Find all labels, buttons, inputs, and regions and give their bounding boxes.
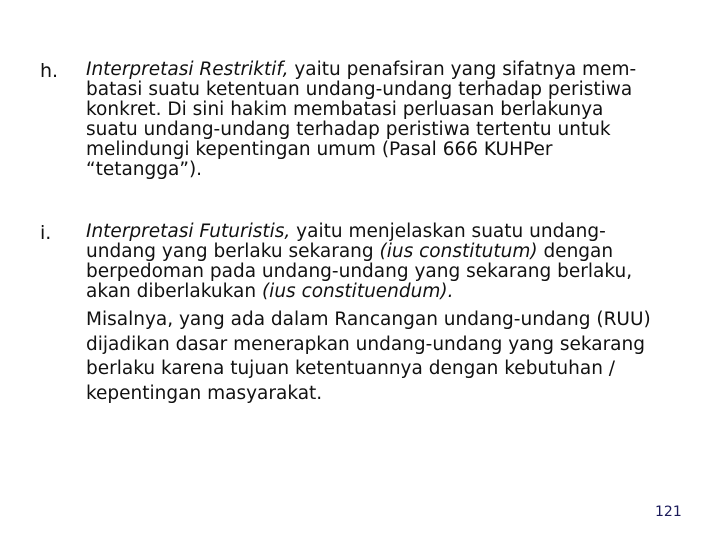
text-line: “tetangga”). — [86, 159, 203, 180]
text-line: melindungi kepentingan umum (Pasal 666 KUHPer — [86, 139, 553, 160]
term: Interpretasi Futuristis, — [86, 221, 291, 242]
text-line: kepentingan masyarakat. — [86, 382, 323, 404]
text-line: Interpretasi Restriktif, yaitu penafsiran yang sifatnya mem- — [86, 59, 637, 80]
term: Interpretasi Restriktif, — [86, 59, 289, 80]
text-line: batasi suatu ketentuan undang-undang terhadap peristiwa — [86, 79, 633, 100]
text-line: konkret. Di sini hakim membatasi perluasan berlakunya — [86, 99, 604, 120]
list-marker: i. — [40, 222, 52, 244]
text-line: suatu undang-undang terhadap peristiwa tertentu untuk — [86, 119, 611, 140]
text-line: undang yang berlaku sekarang (ius constitutum) dengan — [86, 241, 614, 262]
item-extra-text — [86, 308, 696, 406]
list-marker: h. — [40, 60, 59, 82]
latin-term: (ius constitutum) — [379, 241, 538, 262]
text-line: berpedoman pada undang-undang yang sekarang berlaku, — [86, 261, 633, 282]
page-number: 121 — [655, 504, 682, 520]
text-line: dijadikan dasar menerapkan undang-undang yang sekarang — [86, 333, 645, 355]
item-text — [86, 222, 696, 302]
text-line: Misalnya, yang ada dalam Rancangan undang-undang (RUU) — [86, 309, 651, 330]
text-line: berlaku karena tujuan ketentuannya dengan kebutuhan / — [86, 358, 616, 379]
text-line: akan diberlakukan (ius constituendum). — [86, 281, 454, 302]
text-line: Interpretasi Futuristis, yaitu menjelaskan suatu undang- — [86, 221, 606, 242]
item-text — [86, 60, 696, 180]
latin-term: (ius constituendum). — [261, 281, 454, 302]
